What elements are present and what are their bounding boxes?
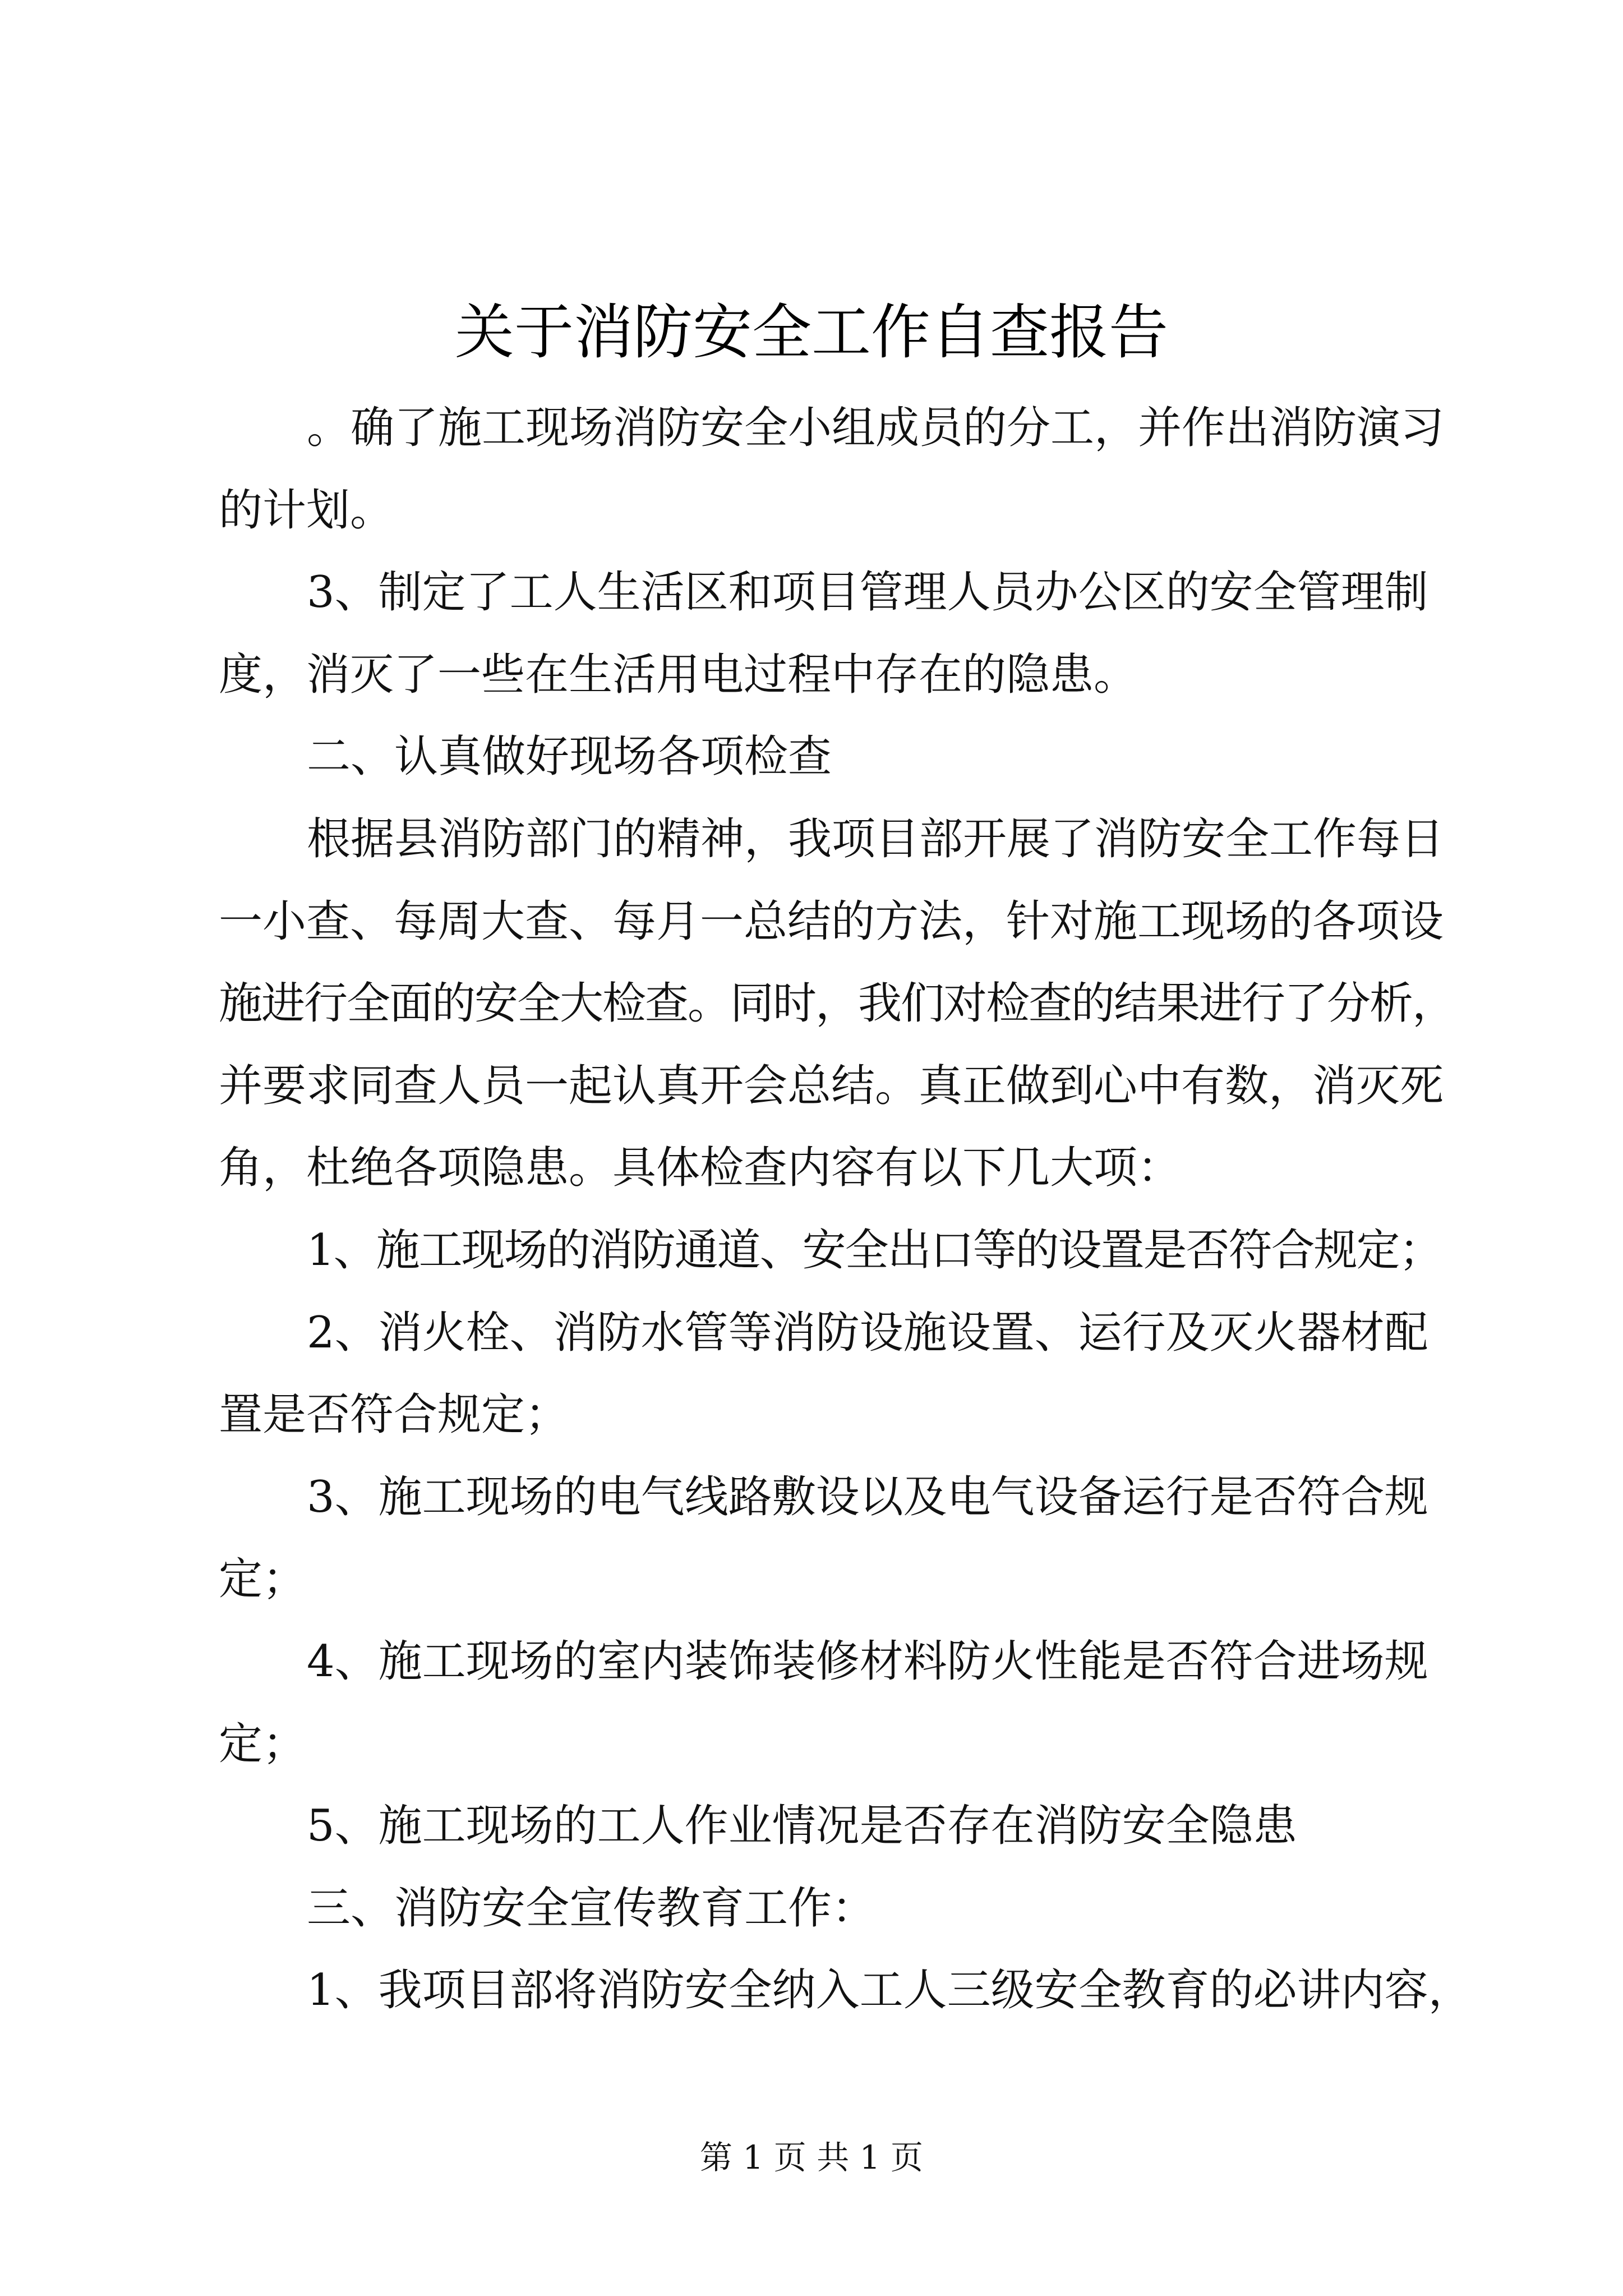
paragraph-line: 置是否符合规定； <box>219 1389 569 1441</box>
paragraph-line: 施进行全面的安全大检查。同时，我们对检查的结果进行了分析， <box>219 978 1455 1029</box>
list-item <box>219 1209 1509 1292</box>
page-footer: 第 1 页 共 1 页 <box>700 2138 923 2177</box>
paragraph-line: 。确了施工现场消防安全小组成员的分工，并作出消防演习 <box>307 403 1445 453</box>
paragraph <box>219 551 1509 716</box>
paragraph-line: 三、消防安全宣传教育工作： <box>307 1883 876 1934</box>
section-heading <box>219 716 1509 798</box>
list-item <box>219 1456 1509 1621</box>
paragraph-line: 4、施工现场的室内装饰装修材料防火性能是否符合进场规 <box>307 1636 1428 1687</box>
paragraph-line: 1、我项目部将消防安全纳入工人三级安全教育的必讲内容， <box>307 1965 1472 2016</box>
paragraph-line: 的计划。 <box>219 485 394 536</box>
paragraph-line: 角，杜绝各项隐患。具体检查内容有以下几大项： <box>219 1143 1182 1194</box>
list-item <box>219 1785 1509 1867</box>
document-title: 关于消防安全工作自查报告 <box>455 298 1168 367</box>
list-item <box>219 1292 1509 1456</box>
paragraph-line: 定； <box>219 1554 307 1605</box>
paragraph-line: 5、施工现场的工人作业情况是否存在消防安全隐患 <box>307 1801 1297 1852</box>
paragraph-line: 2、消火栓、消防水管等消防设施设置、运行及灭火器材配 <box>307 1307 1428 1358</box>
paragraph-line: 并要求同查人员一起认真开会总结。真正做到心中有数，消灭死 <box>219 1060 1444 1111</box>
paragraph-line: 二、认真做好现场各项检查 <box>307 731 832 783</box>
document-body <box>219 387 1509 2032</box>
section-heading <box>219 1867 1509 1950</box>
paragraph-line: 一小查、每周大查、每月一总结的方法，针对施工现场的各项设 <box>219 896 1444 947</box>
paragraph-line: 定； <box>219 1718 307 1769</box>
list-item <box>219 1621 1509 1785</box>
paragraph-line: 3、施工现场的电气线路敷设以及电气设备运行是否符合规 <box>307 1471 1428 1522</box>
paragraph <box>219 387 1509 551</box>
list-item <box>219 1949 1509 2032</box>
paragraph-line: 3、制定了工人生活区和项目管理人员办公区的安全管理制 <box>307 567 1428 618</box>
paragraph-line: 1、施工现场的消防通道、安全出口等的设置是否符合规定； <box>307 1225 1442 1276</box>
paragraph <box>219 798 1509 1209</box>
paragraph-line: 度，消灭了一些在生活用电过程中存在的隐患。 <box>219 649 1138 700</box>
paragraph-line: 根据县消防部门的精神，我项目部开展了消防安全工作每日 <box>307 813 1445 864</box>
